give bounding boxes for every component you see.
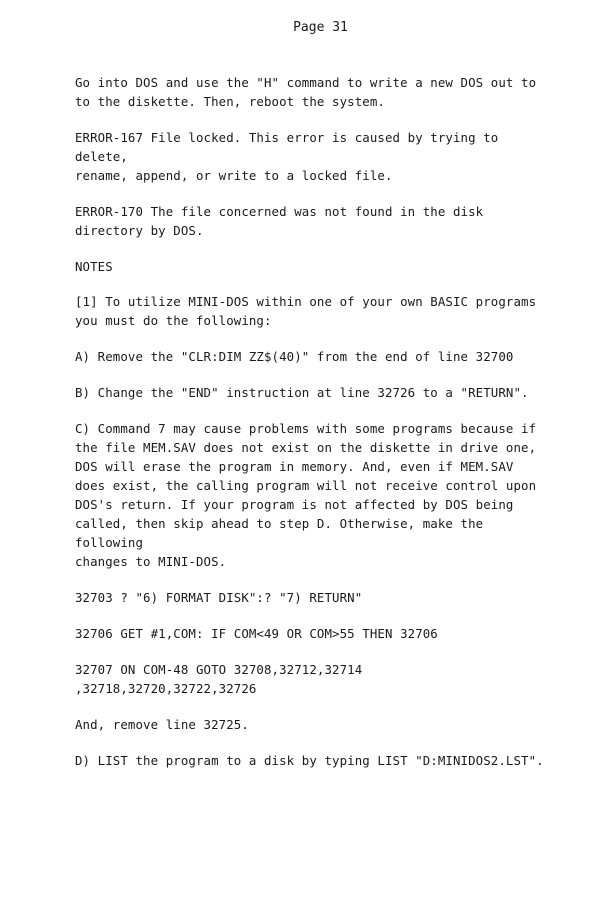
paragraph-note-1 xyxy=(75,292,546,330)
text-line: you must do the following: xyxy=(75,313,272,328)
code-line-32706 xyxy=(75,624,546,643)
text-line: does exist, the calling program will not receive control upon xyxy=(75,478,537,493)
text-line: called, then skip ahead to step D. Otherwise, make the following xyxy=(75,516,484,550)
text-line: the file MEM.SAV does not exist on the diskette in drive one, xyxy=(75,440,537,455)
paragraph-error-170 xyxy=(75,202,546,240)
text-line: 32703 ? "6) FORMAT DISK":? "7) RETURN" xyxy=(75,590,363,605)
paragraph-remove-line xyxy=(75,715,546,734)
text-line: rename, append, or write to a locked file. xyxy=(75,168,393,183)
text-line: 32707 ON COM-48 GOTO 32708,32712,32714 xyxy=(75,662,363,677)
text-line: changes to MINI-DOS. xyxy=(75,554,227,569)
text-line: DOS's return. If your program is not affected by DOS being xyxy=(75,497,514,512)
paragraph-step-a xyxy=(75,347,546,366)
text-line: 32706 GET #1,COM: IF COM<49 OR COM>55 THEN 32706 xyxy=(75,626,438,641)
text-line: And, remove line 32725. xyxy=(75,717,249,732)
paragraph-step-d xyxy=(75,751,546,770)
paragraph-step-c xyxy=(75,419,546,571)
text-line: ERROR-167 File locked. This error is caused by trying to delete, xyxy=(75,130,499,164)
paragraph-error-167 xyxy=(75,128,546,185)
paragraph-step-b xyxy=(75,383,546,402)
text-line: to the diskette. Then, reboot the system. xyxy=(75,94,385,109)
text-line: DOS will erase the program in memory. And, even if MEM.SAV xyxy=(75,459,514,474)
text-line: ERROR-170 The file concerned was not found in the disk xyxy=(75,204,484,219)
code-line-32707 xyxy=(75,660,546,698)
text-line: A) Remove the "CLR:DIM ZZ$(40)" from the end of line 32700 xyxy=(75,349,514,364)
text-line: C) Command 7 may cause problems with some programs because if xyxy=(75,421,537,436)
page-number: Page 31 xyxy=(293,20,348,35)
notes-heading: NOTES xyxy=(75,259,113,274)
text-line: ,32718,32720,32722,32726 xyxy=(75,681,257,696)
code-line-32703 xyxy=(75,588,546,607)
paragraph-dos-h-command xyxy=(75,73,546,111)
text-line: Go into DOS and use the "H" command to write a new DOS out to xyxy=(75,75,537,90)
text-line: B) Change the "END" instruction at line 32726 to a "RETURN". xyxy=(75,385,529,400)
text-line: directory by DOS. xyxy=(75,223,204,238)
text-line: [1] To utilize MINI-DOS within one of your own BASIC programs xyxy=(75,294,537,309)
text-line: D) LIST the program to a disk by typing LIST "D:MINIDOS2.LST". xyxy=(75,753,544,768)
